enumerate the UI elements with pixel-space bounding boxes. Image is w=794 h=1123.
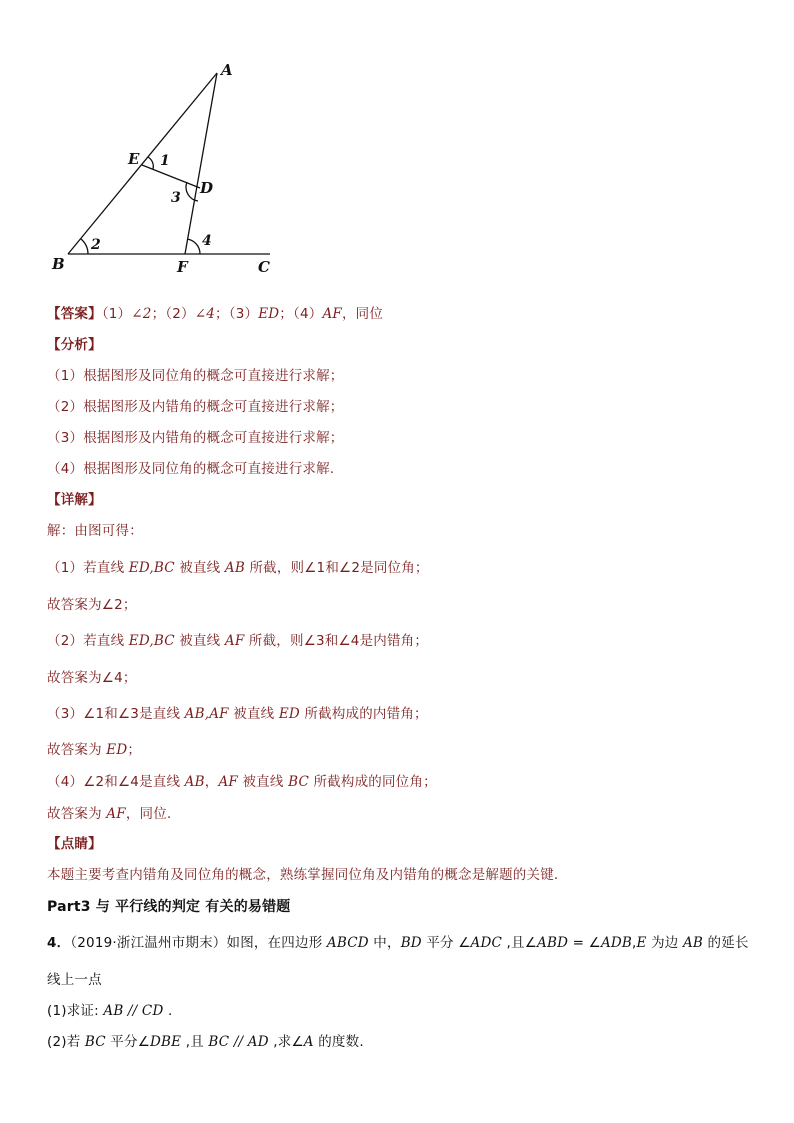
label-angle-2: 2	[91, 237, 101, 253]
detail-tag: 【详解】	[47, 492, 102, 508]
problem4-sub2: (2)若 BC 平分∠DBE ,且 BC // AD ,求∠A 的度数.	[47, 1034, 364, 1050]
label-angle-1: 1	[160, 153, 170, 169]
label-B: B	[52, 255, 65, 273]
label-E: E	[128, 150, 140, 168]
geometry-figure	[40, 55, 290, 280]
segment-ED	[142, 165, 200, 188]
detail-ans2: 故答案为∠4；	[47, 670, 137, 686]
comment-tag: 【点睛】	[47, 836, 102, 852]
analysis-item-4: （4）根据图形及同位角的概念可直接进行求解.	[47, 461, 335, 477]
detail-q2: （2）若直线 ED,BC 被直线 AF 所截，则∠3和∠4是内错角；	[47, 633, 429, 649]
analysis-tag: 【分析】	[47, 337, 102, 353]
analysis-item-3: （3）根据图形及内错角的概念可直接进行求解；	[47, 430, 344, 446]
detail-ans3: 故答案为 ED；	[47, 742, 142, 758]
analysis-item-1: （1）根据图形及同位角的概念可直接进行求解；	[47, 368, 344, 384]
analysis-item-2: （2）根据图形及内错角的概念可直接进行求解；	[47, 399, 344, 415]
comment-text: 本题主要考查内错角及同位角的概念，熟练掌握同位角及内错角的概念是解题的关键.	[47, 867, 559, 883]
label-angle-3: 3	[171, 190, 181, 206]
detail-ans4: 故答案为 AF，同位.	[47, 806, 172, 822]
angle-2-arc	[81, 239, 88, 254]
detail-q4: （4）∠2和∠4是直线 AB，AF 被直线 BC 所截构成的同位角；	[47, 774, 437, 790]
label-F: F	[177, 258, 188, 276]
answer-line: 【答案】（1）∠2；（2）∠4；（3）ED；（4）AF，同位	[47, 306, 384, 322]
angle-4-arc	[187, 239, 200, 254]
problem4-line2: 线上一点	[47, 972, 102, 988]
problem4-sub1: (1)求证: AB // CD .	[47, 1003, 173, 1019]
detail-intro: 解：由图可得：	[47, 523, 143, 539]
segment-AB	[68, 73, 217, 254]
detail-ans1: 故答案为∠2；	[47, 597, 137, 613]
detail-q3: （3）∠1和∠3是直线 AB,AF 被直线 ED 所截构成的内错角；	[47, 706, 428, 722]
label-A: A	[221, 61, 233, 79]
problem4-line1: 4．（2019·浙江温州市期末）如图，在四边形 ABCD 中，BD 平分 ∠ADC ,且∠ABD = ∠ADB,E 为边 AB 的延长	[47, 935, 749, 951]
label-D: D	[200, 179, 214, 197]
segment-AF	[185, 73, 217, 254]
answer-tag: 【答案】	[47, 306, 102, 322]
label-C: C	[258, 258, 270, 276]
detail-q1: （1）若直线 ED,BC 被直线 AB 所截，则∠1和∠2是同位角；	[47, 560, 429, 576]
part3-title: Part3 与 平行线的判定 有关的易错题	[47, 899, 291, 915]
label-angle-4: 4	[202, 233, 212, 249]
